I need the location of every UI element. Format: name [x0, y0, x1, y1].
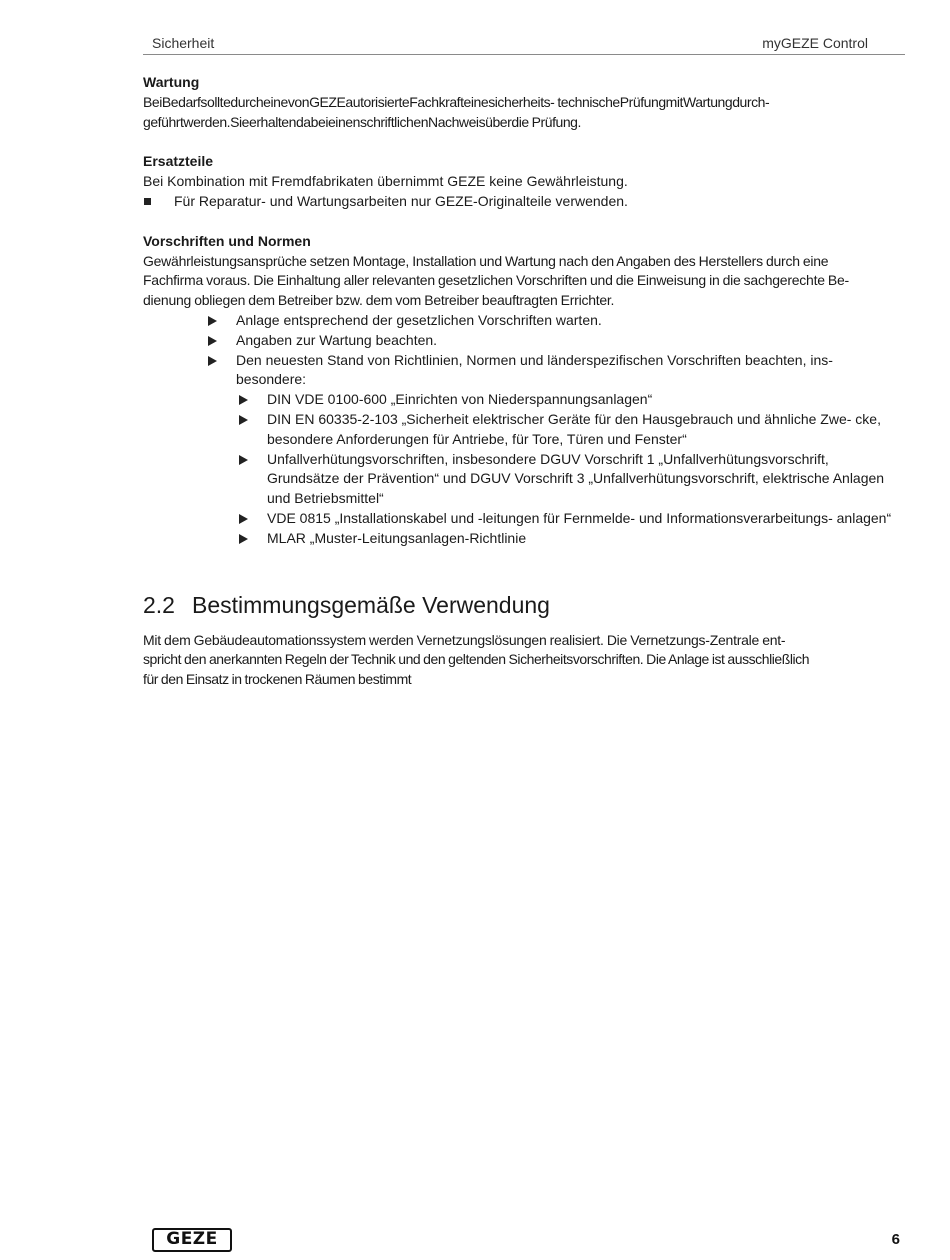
- list-item-text: VDE 0815 „Installationskabel und -leitungen für Fernmelde- und Informationsverarbeitungs- anlagen“: [267, 509, 892, 526]
- list-item: [205, 311, 903, 331]
- chapter-intended-use: [143, 591, 903, 690]
- triangle-bullet-icon: [239, 455, 248, 465]
- list-item: [236, 390, 903, 410]
- triangle-bullet-icon: [208, 336, 217, 346]
- paragraph-line: für den Einsatz in trockenen Räumen bestimmt: [143, 671, 412, 688]
- paragraph-line: Mit dem Gebäudeautomationssystem werden Vernetzungslösungen realisiert. Die Vernetzungs-Zentrale ent-: [143, 631, 786, 648]
- paragraph-line: Gewährleistungsansprüche setzen Montage, Installation und Wartung nach den Angaben des Herstellers durch eine: [143, 252, 829, 269]
- chapter-number: 2.2: [143, 591, 175, 618]
- triangle-bullet-icon: [208, 316, 217, 326]
- list-item-text: Anlage entsprechend der gesetzlichen Vorschriften warten.: [236, 311, 602, 328]
- section-heading: Ersatzteile: [143, 153, 214, 170]
- list-item-text: DIN EN 60335-2-103 „Sicherheit elektrischer Geräte für den Hausgebrauch und ähnliche Zwe- cke, besondere Anforderungen für Antriebe, für Tore, Türen und Fenster“: [267, 410, 881, 447]
- header-document-title: myGEZE Control: [762, 35, 868, 51]
- list-item: [236, 529, 903, 549]
- page-number: 6: [891, 1231, 900, 1248]
- nested-arrow-list: [236, 390, 903, 548]
- section-wartung: [143, 73, 903, 132]
- section-ersatzteile: [143, 152, 903, 211]
- chapter-title: Bestimmungsgemäße Verwendung: [192, 591, 550, 618]
- paragraph-text: Bei Kombination mit Fremdfabrikaten übernimmt GEZE keine Gewährleistung.: [143, 173, 628, 190]
- list-item-text: MLAR „Muster-Leitungsanlagen-Richtlinie: [267, 529, 527, 546]
- list-item: [143, 192, 903, 212]
- paragraph-line: dienung obliegen dem Betreiber bzw. dem vom Betreiber beauftragten Errichter.: [143, 292, 615, 309]
- triangle-bullet-icon: [239, 534, 248, 544]
- geze-logo: GEZE: [152, 1228, 232, 1252]
- list-item: [205, 351, 903, 549]
- list-item: [236, 410, 903, 450]
- paragraph-line: spricht den anerkannten Regeln der Technik und den geltenden Sicherheitsvorschriften. Die Anlage ist ausschließlich: [143, 651, 810, 668]
- triangle-bullet-icon: [239, 514, 248, 524]
- list-item: [205, 331, 903, 351]
- chapter-heading: [143, 591, 903, 619]
- list-item-text: Unfallverhütungsvorschriften, insbesondere DGUV Vorschrift 1 „Unfallverhütungsvorschrift, Grundsätze der Prävention“ und DGUV Vorschrift 3 „Unfallverhütungsvorschrift, elektrische Anlagen und Betriebsmittel“: [267, 450, 885, 507]
- section-vorschriften: [143, 232, 903, 549]
- list-item: [236, 509, 903, 529]
- page-header: [143, 34, 905, 55]
- triangle-bullet-icon: [239, 395, 248, 405]
- list-item-text: Angaben zur Wartung beachten.: [236, 331, 438, 348]
- paragraph-line: BeiBedarfsolltedurcheinevonGEZEautorisierteFachkrafteinesicherheits- technischePrüfungmitWartungdurch-: [143, 93, 770, 110]
- list-item-text: Für Reparatur- und Wartungsarbeiten nur GEZE-Originalteile verwenden.: [174, 192, 628, 209]
- header-section-title: Sicherheit: [152, 35, 215, 51]
- section-heading: Wartung: [143, 74, 200, 90]
- page-content: [143, 73, 903, 690]
- arrow-bullet-list: [205, 311, 903, 549]
- list-item-text: DIN VDE 0100-600 „Einrichten von Niederspannungsanlagen“: [267, 391, 653, 408]
- section-heading: Vorschriften und Normen: [143, 232, 311, 249]
- paragraph-line: geführtwerden.SieerhaltendabeieinenschriftlichenNachweisüberdie Prüfung.: [143, 113, 581, 130]
- square-bullet-icon: [144, 198, 151, 205]
- paragraph-line: Fachfirma voraus. Die Einhaltung aller relevanten gesetzlichen Vorschriften und die Einweisung in die sachgerechte Be-: [143, 272, 849, 289]
- square-bullet-list: [143, 192, 903, 212]
- triangle-bullet-icon: [239, 415, 248, 425]
- triangle-bullet-icon: [208, 356, 217, 366]
- list-item-text: Den neuesten Stand von Richtlinien, Normen und länderspezifischen Vorschriften beachten, ins- besondere:: [236, 351, 833, 388]
- list-item: [236, 450, 903, 509]
